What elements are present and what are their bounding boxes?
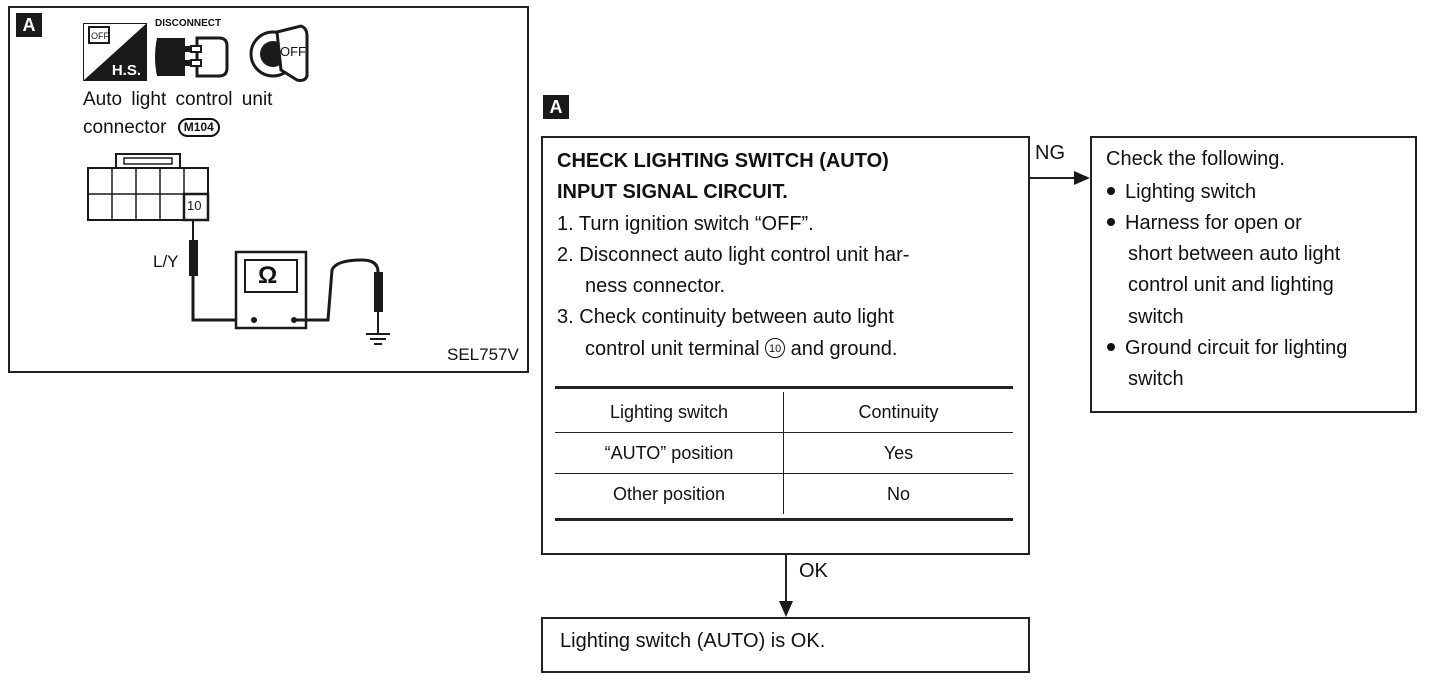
ok-result-text: Lighting switch (AUTO) is OK. xyxy=(560,630,826,652)
step-2-text: Disconnect auto light control unit har- xyxy=(579,244,910,266)
step-3-text-post: and ground. xyxy=(785,338,898,360)
terminal-10-circle: 10 xyxy=(765,338,785,358)
ng-arrowhead-icon xyxy=(1074,170,1090,186)
ng-bullet-3 xyxy=(1107,333,1347,364)
step-2-cont: ness connector. xyxy=(585,275,726,297)
disconnect-label: DISCONNECT xyxy=(155,18,222,29)
step-1-text: Turn ignition switch “OFF”. xyxy=(578,213,814,235)
panel-tag-a: A xyxy=(16,13,42,37)
terminal-10-label: 10 xyxy=(187,198,202,213)
hs-label: H.S. xyxy=(111,62,141,79)
bullet-dot-icon xyxy=(1107,218,1115,226)
off-label: OFF xyxy=(280,44,306,59)
figure-code: SEL757V xyxy=(447,345,519,364)
table-row xyxy=(555,474,1013,515)
step-2-num: 2. xyxy=(557,244,574,266)
connector-face xyxy=(86,152,212,224)
ng-bullet-3-line2: switch xyxy=(1128,368,1184,390)
ng-bullet-3-text: Ground circuit for lighting xyxy=(1125,337,1348,359)
table-cell-continuity: Yes xyxy=(784,433,1014,474)
ng-bullet-1 xyxy=(1107,177,1256,208)
check-title-line2: INPUT SIGNAL CIRCUIT. xyxy=(557,181,788,203)
table-row xyxy=(555,433,1013,474)
table-header-row xyxy=(555,392,1013,433)
ng-intro: Check the following. xyxy=(1106,148,1285,170)
ohm-symbol: Ω xyxy=(258,262,278,289)
table-header-switch: Lighting switch xyxy=(555,392,784,433)
connector-caption-text: connector xyxy=(83,117,167,138)
flow-tag-a: A xyxy=(543,95,569,119)
ng-bullet-2 xyxy=(1107,208,1302,239)
step-3-num: 3. xyxy=(557,306,574,328)
ok-label: OK xyxy=(799,560,828,582)
table-header-continuity: Continuity xyxy=(784,392,1014,433)
table-bottom-rule xyxy=(555,518,1013,521)
step-1 xyxy=(557,209,814,240)
step-1-num: 1. xyxy=(557,213,574,235)
ignition-off-icon xyxy=(247,22,311,84)
table-cell-continuity: No xyxy=(886,483,910,504)
connector-caption-line2 xyxy=(83,117,220,139)
check-title-line1: CHECK LIGHTING SWITCH (AUTO) xyxy=(557,150,889,172)
table-top-rule xyxy=(555,386,1013,389)
ng-label: NG xyxy=(1035,142,1065,164)
step-3-text: Check continuity between auto light xyxy=(579,306,894,328)
hand-screwdriver-icon xyxy=(83,23,147,81)
connector-id-badge: M104 xyxy=(178,118,220,137)
ng-bullet-2-line4: switch xyxy=(1128,306,1184,328)
bullet-dot-icon xyxy=(1107,343,1115,351)
ng-bullet-1-text: Lighting switch xyxy=(1125,181,1257,203)
ok-arrowhead-icon xyxy=(778,601,794,617)
connector-caption-line1: Auto light control unit xyxy=(83,89,273,110)
step-3-text-pre: control unit terminal xyxy=(585,338,766,360)
step-2 xyxy=(557,240,909,271)
step-3-cont xyxy=(585,334,897,365)
bullet-dot-icon xyxy=(1107,187,1115,195)
table-cell-position: “AUTO” position xyxy=(555,433,784,474)
ng-bullet-2-text: Harness for open or xyxy=(1125,212,1302,234)
wire-color-label: L/Y xyxy=(153,252,179,271)
table-cell-position: Other position xyxy=(555,474,784,515)
continuity-table xyxy=(555,392,1013,514)
step-3 xyxy=(557,302,894,333)
ok-arrow-line xyxy=(785,555,787,605)
svg-text:OFF: OFF xyxy=(91,31,109,41)
ng-bullet-2-line2: short between auto light xyxy=(1128,243,1341,265)
tester-circuit xyxy=(150,218,410,348)
ng-bullet-2-line3: control unit and lighting xyxy=(1128,274,1334,296)
ng-arrow-line xyxy=(1030,177,1078,179)
disconnect-connector-icon xyxy=(153,32,233,82)
